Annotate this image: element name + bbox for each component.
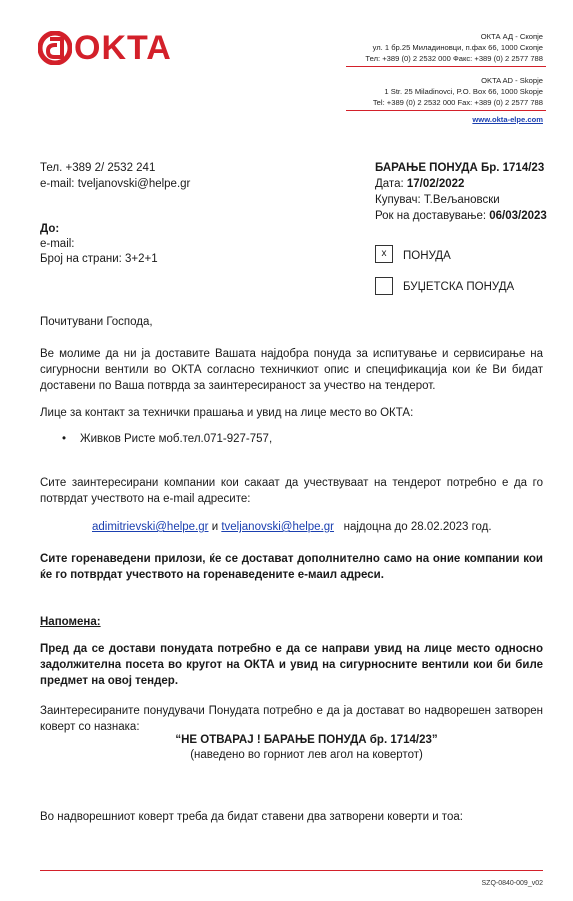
confirmation-emails: adimitrievski@helpe.gr и tveljanovski@helpe.gr најдоцна до 28.02.2023 год.: [92, 521, 492, 533]
paragraph-site-visit: Пред да се достави понудата потребно е да се направи увид на лице место односно задолжителна посета во кругот на ОКТА и увид на сигурносните вентили кои би биле предмет на овој тендер.: [40, 643, 543, 687]
company-name-mk: ОКТА АД - Скопје: [480, 32, 543, 41]
header-divider: [346, 110, 546, 111]
offer-checkbox-label: ПОНУДА: [403, 250, 451, 262]
email-link[interactable]: tveljanovski@helpe.gr: [221, 521, 335, 533]
paragraph-request: Ве молиме да ни ја доставите Вашата најдобра понуда за испитување и сервисирање на сигурносни вентили во ОКТА согласно техничкиот опис и спецификација кои ќе Ви бидат доставени по Ваша потврда за заинтересираност за учество на тендерот.: [40, 348, 543, 392]
okta-logo-icon: [38, 31, 72, 65]
bullet-icon: •: [62, 433, 67, 445]
footer-divider: [40, 870, 543, 871]
contact-person: Живков Ристе моб.тел.071-927-757,: [80, 433, 273, 445]
email-deadline: најдоцна до 28.02.2023 год.: [343, 521, 492, 533]
greeting: Почитувани Господа,: [40, 316, 153, 328]
budget-offer-checkbox[interactable]: [375, 277, 393, 295]
sender-contact: [40, 160, 190, 192]
email-link[interactable]: adimitrievski@helpe.gr: [92, 521, 209, 533]
recipient-email: e-mail:: [40, 238, 75, 250]
company-street-mk: ул. 1 бр.25 Миладиновци, п.фах 66, 1000 Скопје: [372, 43, 543, 52]
paragraph-confirm: Сите заинтересирани компании кои сакаат да учествуваат на тендерот потребно е да го потврдат учеството на e-mail адресите:: [40, 477, 543, 505]
list-item: [62, 433, 272, 445]
contact-phone: Тел. +389 2/ 2532 241: [40, 162, 156, 174]
request-deadline: Рок на доставување: 06/03/2023: [375, 210, 547, 222]
recipient-label: До:: [40, 223, 60, 235]
company-phones-en: Tel: +389 (0) 2 2532 000 Fax: +389 (0) 2 2577 788: [372, 98, 543, 107]
company-address-mk: [365, 31, 543, 64]
website-link[interactable]: www.okta-elpe.com: [472, 115, 543, 124]
request-title: БАРАЊЕ ПОНУДА Бр. 1714/23: [375, 162, 545, 174]
request-date: Дата: 17/02/2022: [375, 178, 465, 190]
envelope-marking-note: (наведено во горниот лев агол на ковертот): [190, 749, 423, 761]
envelope-marking: [0, 733, 573, 763]
header-divider: [346, 66, 546, 67]
page-count: Број на страни: 3+2+1: [40, 253, 158, 265]
contact-email: e-mail: tveljanovski@helpe.gr: [40, 178, 191, 190]
company-phones-mk: Тел: +389 (0) 2 2532 000 Факс: +389 (0) 2 2577 788: [365, 54, 543, 63]
recipient-block: [40, 222, 158, 267]
document-code: SZQ-0840-009_v02: [481, 880, 543, 887]
paragraph-envelope: Заинтересираните понудувачи Понудата потребно е да ја доставaт во надворешен затворен коверт со назнака:: [40, 705, 543, 733]
company-logo: [38, 30, 172, 66]
request-info: [375, 160, 547, 224]
company-street-en: 1 Str. 25 Miladinovci, P.O. Box 66, 1000 Skopje: [384, 87, 543, 96]
company-name-en: OKTA AD - Skopje: [481, 76, 543, 85]
paragraph-contact-person: Лице за контакт за технички прашања и увид на лице место во ОКТА:: [40, 407, 414, 419]
note-heading: Напомена:: [40, 616, 101, 628]
envelope-marking-title: “НЕ ОТВАРАЈ ! БАРАЊЕ ПОНУДА бр. 1714/23”: [175, 734, 438, 746]
company-address-en: [373, 75, 543, 108]
budget-offer-checkbox-label: БУЏЕТСКА ПОНУДА: [403, 281, 515, 293]
offer-checkbox[interactable]: x: [375, 245, 393, 263]
paragraph-inner-envelopes: Во надворешниот коверт треба да бидат ставени два затворени коверти и тоа:: [40, 811, 463, 823]
paragraph-attachments: Сите горенаведени прилози, ќе се доставaт дополнително само на оние компании кои ќе го потврдат учеството на горенаведените е-маил адреси.: [40, 553, 543, 581]
logo-text: OKTA: [74, 29, 172, 67]
request-buyer: Купувач: Т.Вељановски: [375, 194, 500, 206]
